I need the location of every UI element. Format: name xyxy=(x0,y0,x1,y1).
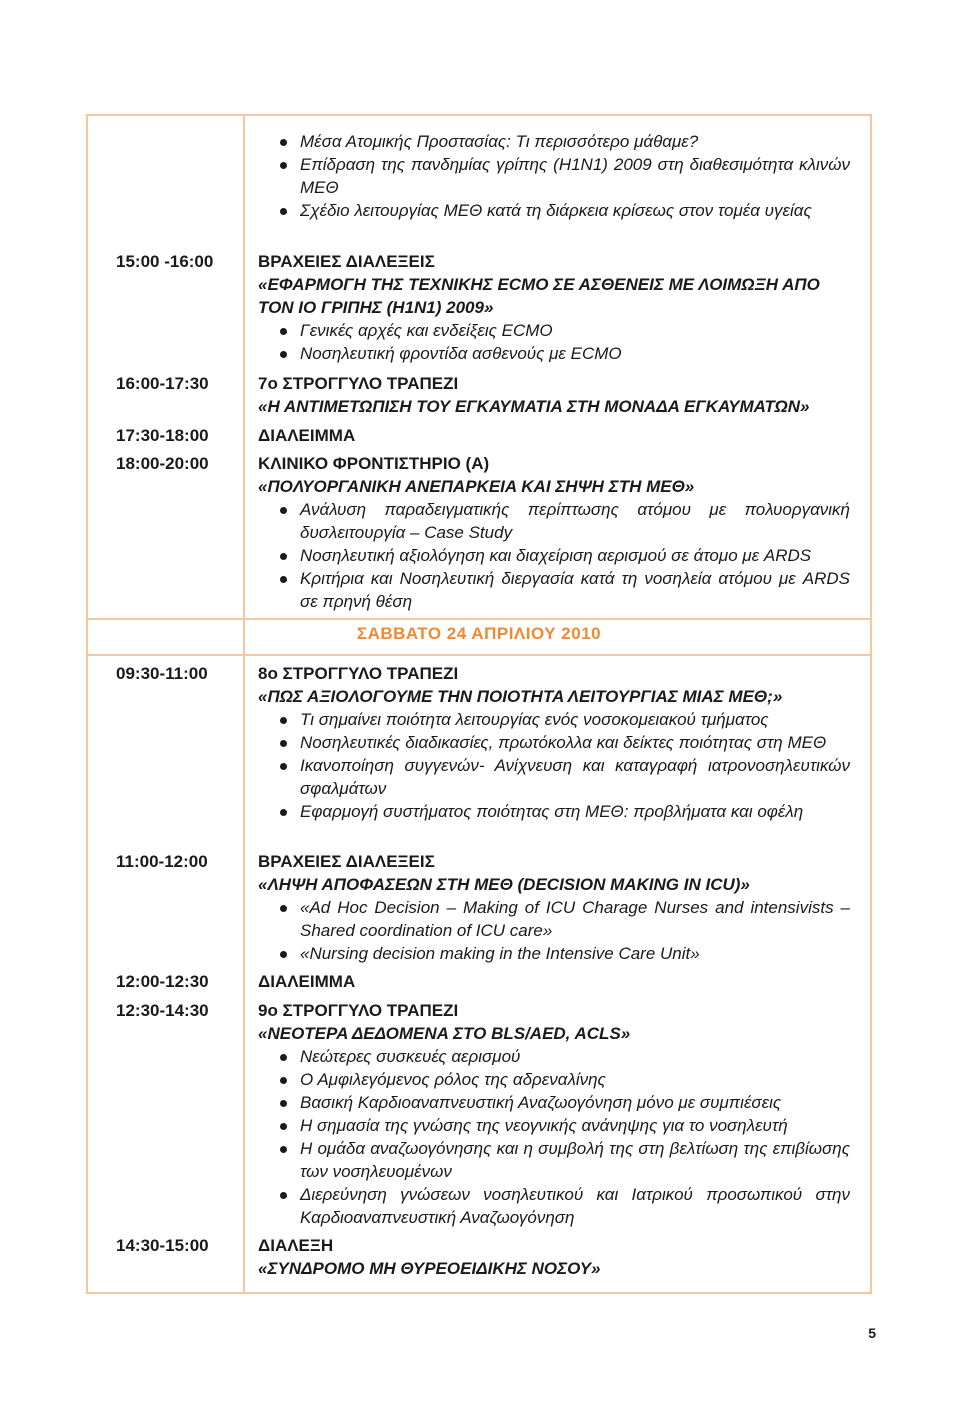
session-type: ΒΡΑΧΕΙΕΣ ΔΙΑΛΕΞΕΙΣ xyxy=(258,252,435,271)
time-slot: 12:30-14:30 xyxy=(116,1001,209,1020)
session-content xyxy=(258,424,850,447)
page-number: 5 xyxy=(868,1325,876,1341)
bullet-item: Η σημασία της γνώσης της νεογνικής ανάνηψης για το νοσηλευτή xyxy=(258,1114,850,1137)
session-type: ΔΙΑΛΕΙΜΜΑ xyxy=(258,426,356,445)
section-line-top xyxy=(88,618,870,620)
bullet-item: «Nursing decision making in the Intensive Care Unit» xyxy=(258,942,850,965)
bullet-item: Ανάλυση παραδειγματικής περίπτωσης ατόμου με πολυοργανική δυσλειτουργία – Case Study xyxy=(258,498,850,544)
session-title: «ΝΕΟΤΕΡΑ ΔΕΔΟΜΕΝΑ ΣΤΟ BLS/AED, ACLS» xyxy=(258,1024,631,1043)
session-title: «ΛΗΨΗ ΑΠΟΦΑΣΕΩΝ ΣΤΗ ΜΕΘ (DECISION MAKING IN ICU)» xyxy=(258,875,750,894)
time-slot: 09:30-11:00 xyxy=(116,664,208,683)
section-line-bottom xyxy=(88,654,870,656)
bullet-item: Μέσα Ατομικής Προστασίας: Τι περισσότερο μάθαμε? xyxy=(258,130,850,153)
session-content xyxy=(258,970,850,993)
session-title: «ΕΦΑΡΜΟΓΗ ΤΗΣ ΤΕΧΝΙΚΗΣ ECMO ΣΕ ΑΣΘΕΝΕΙΣ ΜΕ ΛΟΙΜΩΞΗ ΑΠΟ ΤΟΝ ΙΟ ΓΡΙΠΗΣ (Η1Ν1) 2009» xyxy=(258,275,820,317)
bullet-item: Ο Αμφιλεγόμενος ρόλος της αδρεναλίνης xyxy=(258,1068,850,1091)
session-type: ΚΛΙΝΙΚΟ ΦΡΟΝΤΙΣΤΗΡΙΟ (Α) xyxy=(258,454,490,473)
session-type: ΔΙΑΛΕΞΗ xyxy=(258,1236,334,1255)
time-slot: 17:30-18:00 xyxy=(116,426,209,445)
bullet-item: Διερεύνηση γνώσεων νοσηλευτικού και Ιατρικού προσωπικού στην Καρδιοαναπνευστική Αναζωογόνηση xyxy=(258,1183,850,1229)
session-content xyxy=(258,452,850,613)
session-content xyxy=(258,850,850,965)
time-slot: 12:00-12:30 xyxy=(116,972,209,991)
bullet-item: Ικανοποίηση συγγενών- Ανίχνευση και καταγραφή ιατρονοσηλευτικών σφαλμάτων xyxy=(258,754,850,800)
session-title: «Η ΑΝΤΙΜΕΤΩΠΙΣΗ ΤΟΥ ΕΓΚΑΥΜΑΤΙΑ ΣΤΗ ΜΟΝΑΔΑ ΕΓΚΑΥΜΑΤΩΝ» xyxy=(258,397,810,416)
bullet-item: Βασική Καρδιοαναπνευστική Αναζωογόνηση μόνο με συμπιέσεις xyxy=(258,1091,850,1114)
session-type: 7ο ΣΤΡΟΓΓΥΛΟ ΤΡΑΠΕΖΙ xyxy=(258,374,459,393)
session-type: 8ο ΣΤΡΟΓΓΥΛΟ ΤΡΑΠΕΖΙ xyxy=(258,664,459,683)
time-slot: 14:30-15:00 xyxy=(116,1236,209,1255)
bullet-item: Επίδραση της πανδημίας γρίπης (Η1Ν1) 2009 στη διαθεσιμότητα κλινών ΜΕΘ xyxy=(258,153,850,199)
session-content xyxy=(258,1234,850,1280)
program-table xyxy=(86,114,872,1294)
time-slot: 16:00-17:30 xyxy=(116,374,209,393)
bullet-item: Εφαρμογή συστήματος ποιότητας στη ΜΕΘ: προβλήματα και οφέλη xyxy=(258,800,850,823)
session-content xyxy=(258,250,850,365)
bullet-item: Κριτήρια και Νοσηλευτική διεργασία κατά τη νοσηλεία ατόμου με ARDS σε πρηνή θέση xyxy=(258,567,850,613)
bullet-item: Γενικές αρχές και ενδείξεις ECMO xyxy=(258,319,850,342)
session-content xyxy=(258,372,850,418)
bullet-item: Νοσηλευτικές διαδικασίες, πρωτόκολλα και δείκτες ποιότητας στη ΜΕΘ xyxy=(258,731,850,754)
date-band: ΣΑΒΒΑΤΟ 24 ΑΠΡΙΛΙΟΥ 2010 xyxy=(356,624,602,643)
session-title: «ΠΟΛΥΟΡΓΑΝΙΚΗ ΑΝΕΠΑΡΚΕΙΑ ΚΑΙ ΣΗΨΗ ΣΤΗ ΜΕΘ» xyxy=(258,477,695,496)
bullet-item: Η ομάδα αναζωογόνησης και η συμβολή της στη βελτίωση της επιβίωσης των νοσηλευομένων xyxy=(258,1137,850,1183)
session-title: «ΠΩΣ ΑΞΙΟΛΟΓΟΥΜΕ ΤΗΝ ΠΟΙΟΤΗΤΑ ΛΕΙΤΟΥΡΓΙΑΣ ΜΙΑΣ ΜΕΘ;» xyxy=(258,687,783,706)
session-type: 9ο ΣΤΡΟΓΓΥΛΟ ΤΡΑΠΕΖΙ xyxy=(258,1001,459,1020)
session-content xyxy=(258,999,850,1229)
column-divider xyxy=(243,116,245,1292)
bullet-item: Σχέδιο λειτουργίας ΜΕΘ κατά τη διάρκεια κρίσεως στον τομέα υγείας xyxy=(258,199,850,222)
session-title: «ΣΥΝΔΡΟΜΟ ΜΗ ΘΥΡΕΟΕΙΔΙΚΗΣ ΝΟΣΟΥ» xyxy=(258,1259,601,1278)
bullet-item: Τι σημαίνει ποιότητα λειτουργίας ενός νοσοκομειακού τμήματος xyxy=(258,708,850,731)
time-slot: 18:00-20:00 xyxy=(116,454,209,473)
bullet-item: «Ad Hoc Decision – Making of ICU Charage Nurses and intensivists – Shared coordination of ICU care» xyxy=(258,896,850,942)
session-content xyxy=(258,130,850,222)
bullet-item: Νεώτερες συσκευές αερισμού xyxy=(258,1045,850,1068)
session-content xyxy=(258,662,850,823)
bullet-item: Νοσηλευτική αξιολόγηση και διαχείριση αερισμού σε άτομο με ARDS xyxy=(258,544,850,567)
time-slot: 11:00-12:00 xyxy=(116,852,208,871)
session-type: ΒΡΑΧΕΙΕΣ ΔΙΑΛΕΞΕΙΣ xyxy=(258,852,435,871)
bullet-item: Νοσηλευτική φροντίδα ασθενούς με ECMO xyxy=(258,342,850,365)
time-slot: 15:00 -16:00 xyxy=(116,252,214,271)
session-type: ΔΙΑΛΕΙΜΜΑ xyxy=(258,972,356,991)
